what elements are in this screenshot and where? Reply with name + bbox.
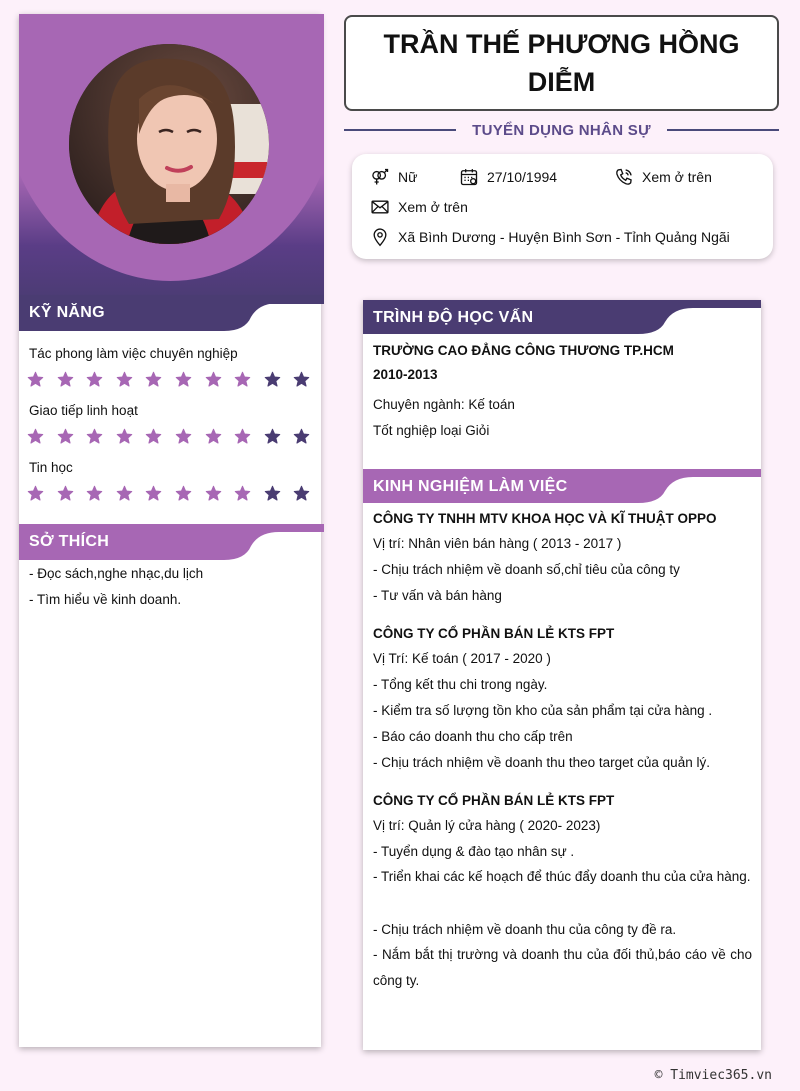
hobby-item: - Tìm hiểu về kinh doanh. <box>29 592 182 607</box>
major: Chuyên ngành: Kế toán <box>373 397 515 412</box>
hobbies-heading <box>19 524 324 560</box>
star-filled-icon <box>116 485 133 502</box>
job-duty: - Chịu trách nhiệm về doanh thu theo target của quản lý. <box>373 755 710 770</box>
gender-value: Nữ <box>398 169 418 185</box>
star-filled-icon <box>234 371 251 388</box>
star-filled-icon <box>116 371 133 388</box>
divider-line <box>667 129 779 131</box>
hobbies-heading-text: SỞ THÍCH <box>29 533 110 550</box>
skill-rating <box>27 371 310 388</box>
star-filled-icon <box>205 371 222 388</box>
location-pin-icon <box>370 227 390 247</box>
star-filled-icon <box>145 428 162 445</box>
skill-label: Tác phong làm việc chuyên nghiệp <box>29 346 238 361</box>
job-duty: - Tư vấn và bán hàng <box>373 588 502 603</box>
education-heading <box>363 300 761 336</box>
star-filled-icon <box>234 428 251 445</box>
skills-heading <box>19 295 324 331</box>
phone-value: Xem ở trên <box>642 169 712 185</box>
phone-info <box>614 167 712 187</box>
star-filled-icon <box>175 485 192 502</box>
candidate-name: TRẦN THẾ PHƯƠNG HỒNG DIỄM <box>383 29 740 97</box>
job-position: Vị Trí: Kế toán ( 2017 - 2020 ) <box>373 651 551 666</box>
job-duty: - Kiểm tra số lượng tồn kho của sản phẩm tại cửa hàng . <box>373 703 713 718</box>
star-filled-icon <box>175 428 192 445</box>
skill-rating <box>27 485 310 502</box>
left-column <box>19 14 321 1047</box>
graduation-grade: Tốt nghiệp loại Giỏi <box>373 423 490 438</box>
profile-photo-block <box>19 14 324 304</box>
hobby-item: - Đọc sách,nghe nhạc,du lịch <box>29 566 204 581</box>
star-empty-icon <box>264 371 281 388</box>
star-filled-icon <box>57 371 74 388</box>
star-filled-icon <box>145 485 162 502</box>
study-period: 2010-2013 <box>373 367 438 382</box>
email-info <box>370 197 468 217</box>
job-duty: - Chịu trách nhiệm về doanh số,chỉ tiêu của công ty <box>373 562 680 577</box>
company-name: CÔNG TY CỔ PHẦN BÁN LẺ KTS FPT <box>373 793 615 808</box>
star-filled-icon <box>145 371 162 388</box>
star-filled-icon <box>27 485 44 502</box>
divider-line <box>344 129 456 131</box>
school-name: TRƯỜNG CAO ĐẲNG CÔNG THƯƠNG TP.HCM <box>373 343 674 358</box>
avatar <box>69 44 269 244</box>
gender-icon <box>370 167 390 187</box>
job-duty: - Tuyển dụng & đào tạo nhân sự . <box>373 844 575 859</box>
gender-info <box>370 167 417 187</box>
education-heading-text: TRÌNH ĐỘ HỌC VẤN <box>373 309 534 326</box>
job-duty: - Nắm bắt thị trường và doanh thu của đối thủ,báo cáo về cho công ty. <box>373 947 752 988</box>
skill-label: Giao tiếp linh hoạt <box>29 403 138 418</box>
star-filled-icon <box>234 485 251 502</box>
experience-heading-text: KINH NGHIỆM LÀM VIỆC <box>373 478 568 495</box>
address-value: Xã Bình Dương - Huyện Bình Sơn - Tỉnh Quảng Ngãi <box>398 229 730 245</box>
star-filled-icon <box>175 371 192 388</box>
experience-heading <box>363 469 761 505</box>
star-filled-icon <box>57 428 74 445</box>
job-duty: - Triển khai các kế hoạch để thúc đẩy doanh thu của cửa hàng. <box>373 869 751 884</box>
star-filled-icon <box>86 428 103 445</box>
address-info <box>370 227 730 247</box>
star-filled-icon <box>27 428 44 445</box>
right-column <box>363 300 761 1050</box>
star-filled-icon <box>205 485 222 502</box>
calendar-icon <box>459 167 479 187</box>
star-filled-icon <box>205 428 222 445</box>
star-filled-icon <box>27 371 44 388</box>
job-position: Vị trí: Quản lý cửa hàng ( 2020- 2023) <box>373 818 601 833</box>
job-duty: - Chịu trách nhiệm về doanh thu của công ty đề ra. <box>373 922 677 937</box>
job-title-row <box>344 118 779 142</box>
phone-icon <box>614 167 634 187</box>
skills-heading-text: KỸ NĂNG <box>29 304 105 321</box>
star-empty-icon <box>264 428 281 445</box>
star-empty-icon <box>264 485 281 502</box>
star-empty-icon <box>293 371 310 388</box>
job-duty: - Báo cáo doanh thu cho cấp trên <box>373 729 573 744</box>
birthday-info <box>459 167 557 187</box>
email-value: Xem ở trên <box>398 199 468 215</box>
footer-watermark: © Timviec365.vn <box>654 1068 772 1083</box>
star-filled-icon <box>57 485 74 502</box>
job-title: TUYỂN DỤNG NHÂN SỰ <box>472 121 651 139</box>
birthday-value: 27/10/1994 <box>487 169 558 185</box>
star-filled-icon <box>86 485 103 502</box>
star-empty-icon <box>293 428 310 445</box>
name-box <box>344 15 779 111</box>
star-filled-icon <box>86 371 103 388</box>
company-name: CÔNG TY TNHH MTV KHOA HỌC VÀ KĨ THUẬT OPPO <box>373 511 717 526</box>
star-filled-icon <box>116 428 133 445</box>
job-duty: - Tổng kết thu chi trong ngày. <box>373 677 548 692</box>
job-position: Vị trí: Nhân viên bán hàng ( 2013 - 2017 ) <box>373 536 622 551</box>
skill-label: Tin học <box>29 460 73 475</box>
star-empty-icon <box>293 485 310 502</box>
company-name: CÔNG TY CỔ PHẦN BÁN LẺ KTS FPT <box>373 626 615 641</box>
skill-rating <box>27 428 310 445</box>
contact-info-box <box>352 154 773 259</box>
envelope-icon <box>370 197 390 217</box>
